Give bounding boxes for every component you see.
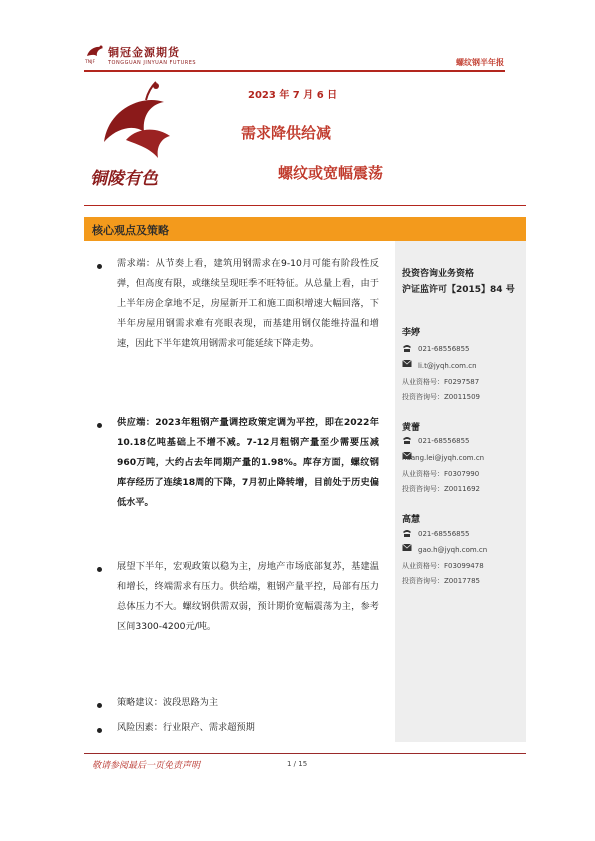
bullet-demand: 需求端：从节奏上看，建筑用钢需求在9-10月可能有阶段性反弹，但高度有限，或继续呈现旺季不旺特征。从总量上看，由于上半年房企拿地不足，房屋新开工和施工面积增速大幅回落，下半年房屋用钢需求难有亮眼表现，而基建用钢仅能维持温和增速，因此下半年建筑用钢需求可能延续下降走势。 [117, 258, 379, 349]
bullet-risk: 风险因素：行业限产、需求超预期 [117, 722, 255, 733]
phone-icon [402, 436, 412, 445]
bullet-supply: 供应端：2023年粗钢产量调控政策定调为平控，即在2022年10.18亿吨基础上不增不减。7-12月粗钢产量至少需要压减960万吨，大约占去年同期产量的1.98%。库存方面，螺纹钢库存经历了连续18周的下降，7月初止降转增，目前处于历史偏低水平。 [117, 417, 379, 508]
section-title: 核心观点及策略 [92, 224, 169, 237]
qualification-title: 投资咨询业务资格 [402, 269, 475, 279]
report-title-line2: 螺纹或宽幅震荡 [278, 164, 384, 182]
analyst-phone: 021-68556855 [418, 530, 470, 538]
bullet-outlook: 展望下半年，宏观政策以稳为主，房地产市场底部复苏，基建温和增长，终端需求有压力。供给端，粗钢产量平控，局部有压力总体压力不大。螺纹钢供需双弱，预计期价宽幅震荡为主，参考区间3300-4200元/吨。 [117, 561, 379, 632]
company-logo-icon [84, 42, 106, 64]
bullet-icon [97, 728, 102, 733]
header-rule [84, 70, 505, 72]
page-number: 1 / 15 [287, 760, 308, 768]
bullet-strategy: 策略建议：波段思路为主 [117, 697, 219, 708]
bullet-icon [97, 423, 102, 428]
analyst-phone: 021-68556855 [418, 345, 470, 353]
analyst-cert: 从业资格号：F0307990 [402, 470, 480, 478]
bullet-icon [97, 567, 102, 572]
bullet-icon [97, 703, 102, 708]
analyst-cert: 从业资格号：F0297587 [402, 378, 480, 386]
cover-rule [84, 205, 526, 206]
footer-rule [84, 753, 526, 754]
license-number: 沪证监许可【2015】84 号 [402, 285, 515, 295]
bullet-icon [97, 264, 102, 269]
brand-name-cn: 铜冠金源期货 [108, 46, 180, 59]
analyst-name: 黄蕾 [402, 423, 421, 433]
analyst-email[interactable]: gao.h@jyqh.com.cn [418, 546, 488, 554]
brand-name-en: TONGGUAN JINYUAN FUTURES [108, 60, 197, 66]
analyst-phone: 021-68556855 [418, 437, 470, 445]
cover-logo-icon [86, 80, 196, 190]
disclaimer-note[interactable]: 敬请参阅最后一页免责声明 [92, 761, 201, 771]
phone-icon [402, 344, 412, 353]
email-icon [402, 543, 412, 552]
analyst-email[interactable]: li.t@jyqh.com.cn [418, 362, 477, 370]
report-date: 2023 年 7 月 6 日 [248, 90, 338, 101]
analyst-email[interactable]: huang.lei@jyqh.com.cn [402, 454, 485, 462]
logo-calligraphy: 铜陵有色 [90, 169, 158, 189]
phone-icon [402, 529, 412, 538]
report-type: 螺纹钢半年报 [456, 58, 504, 67]
analyst-consult-no: 投资咨询号：Z0017785 [402, 577, 480, 585]
analyst-consult-no: 投资咨询号：Z0011692 [402, 485, 480, 493]
analyst-name: 李婷 [402, 328, 421, 338]
analyst-cert: 从业资格号：F03099478 [402, 562, 484, 570]
analyst-consult-no: 投资咨询号：Z0011509 [402, 393, 480, 401]
report-title-line1: 需求降供给减 [241, 124, 332, 142]
analyst-name: 高慧 [402, 515, 421, 525]
email-icon [402, 359, 412, 368]
logo-mark-text: TNJF [85, 60, 96, 64]
